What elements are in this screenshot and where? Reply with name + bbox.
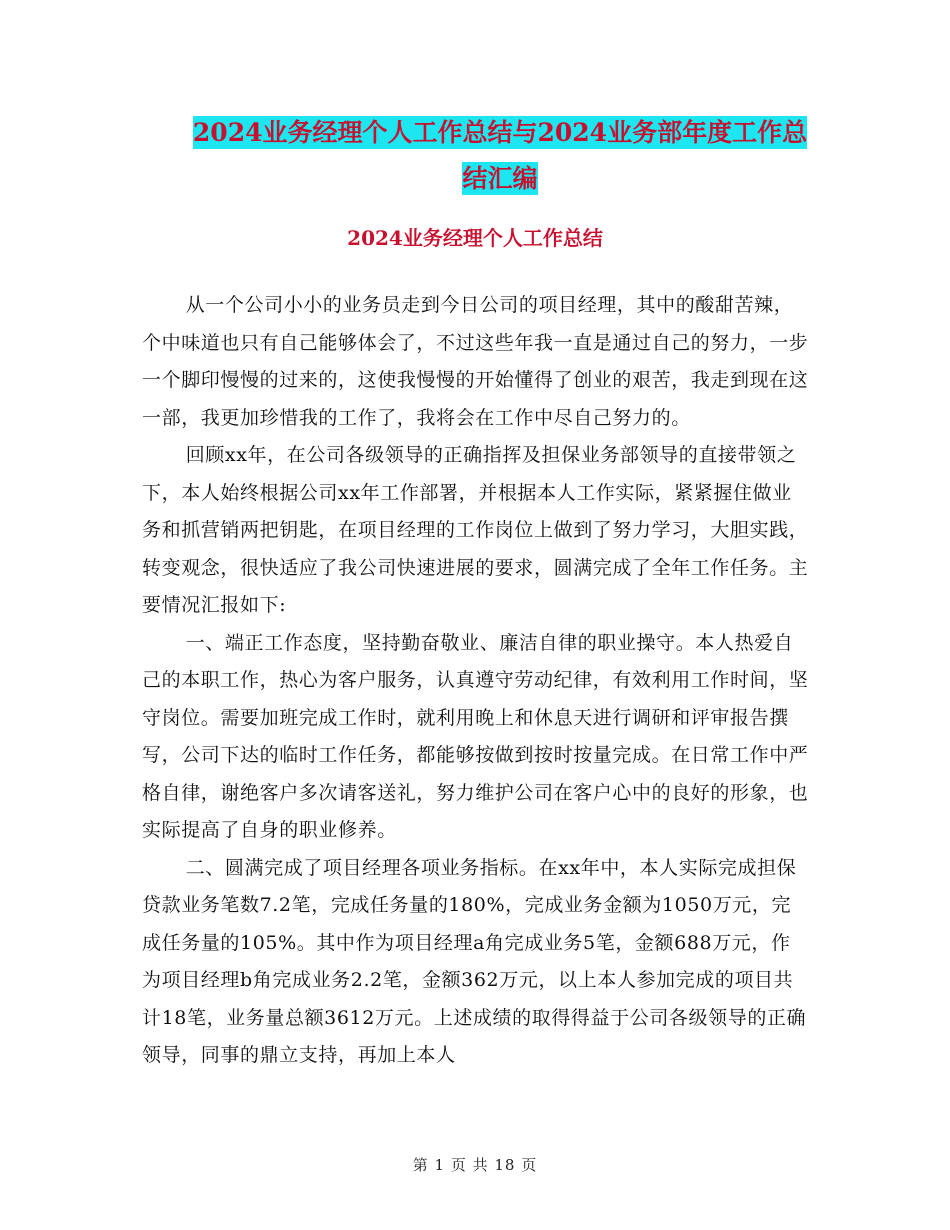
section-heading: 2024业务经理个人工作总结 [347, 226, 603, 250]
paragraph: 二、圆满完成了项目经理各项业务指标。在xx年中，本人实际完成担保贷款业务笔数7.2笔，完成任务量的180%，完成业务金额为1050万元，完成任务量的105%。其中作为项目经理a角完成业务5笔，金额688万元，作为项目经理b角完成业务2.2笔，金额362万元，以上本人参加完成的项目共计18笔，业务量总额3612万元。上述成绩的取得得益于公司各级领导的正确领导，同事的鼎立支持，再加上本人 [142, 856, 807, 1066]
paragraph: 从一个公司小小的业务员走到今日公司的项目经理，其中的酸甜苦辣，个中味道也只有自己能够体会了，不过这些年我一直是通过自己的努力，一步一个脚印慢慢的过来的，这使我慢慢的开始懂得了创业的艰苦，我走到现在这一部，我更加珍惜我的工作了，我将会在工作中尽自己努力的。 [142, 294, 809, 429]
paragraph: 回顾xx年，在公司各级领导的正确指挥及担保业务部领导的直接带领之下，本人始终根据公司xx年工作部署，并根据本人工作实际，紧紧握住做业务和抓营销两把钥匙，在项目经理的工作岗位上做到了努力学习，大胆实践，转变观念，很快适应了我公司快速进展的要求，圆满完成了全年工作任务。主要情况汇报如下: [142, 444, 809, 616]
title-line-2: 结汇编 [462, 164, 538, 193]
page-number: 第 1 页 共 18 页 [412, 1156, 538, 1174]
title-line-1: 2024业务经理个人工作总结与2024业务部年度工作总 [192, 118, 808, 147]
document-body [142, 287, 810, 1075]
paragraph: 一、端正工作态度，坚持勤奋敬业、廉洁自律的职业操守。本人热爱自己的本职工作，热心为客户服务，认真遵守劳动纪律，有效利用工作时间，坚守岗位。需要加班完成工作时，就利用晚上和休息天进行调研和评审报告撰写，公司下达的临时工作任务，都能够按做到按时按量完成。在日常工作中严格自律，谢绝客户多次请客送礼，努力维护公司在客户心中的良好的形象，也实际提高了自身的职业修养。 [142, 631, 809, 841]
document-title [170, 110, 830, 202]
